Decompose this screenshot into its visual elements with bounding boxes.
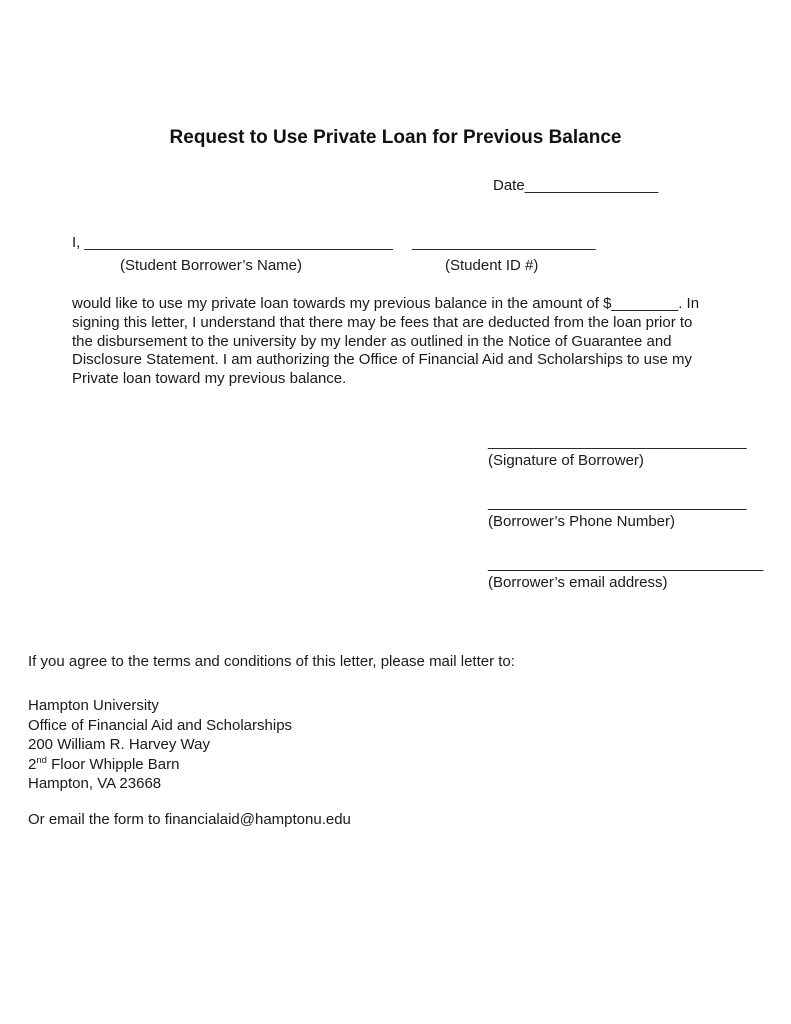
email-label: (Borrower’s email address) (488, 574, 668, 591)
address-floor-ordinal: nd (36, 754, 47, 766)
phone-blank: _______________________________ (488, 494, 747, 511)
salutation-line (72, 233, 596, 252)
body-line: Disclosure Statement. I am authorizing the Office of Financial Aid and Scholarships to use my (72, 351, 693, 369)
address-street: 200 William R. Harvey Way (28, 736, 210, 753)
mailing-address-block (28, 696, 292, 794)
signature-blank: _______________________________ (488, 433, 747, 450)
address-university: Hampton University (28, 697, 159, 714)
student-id-label: (Student ID #) (445, 257, 539, 274)
student-id-blank: ______________________ (412, 234, 596, 251)
body-line: would like to use my private loan towards my previous balance in the amount of $________. In (72, 295, 700, 312)
signature-group (488, 432, 763, 470)
date-line (493, 176, 658, 195)
email-blank: _________________________________ (488, 555, 764, 572)
address-floor (28, 755, 292, 775)
signature-label: (Signature of Borrower) (488, 452, 644, 469)
student-name-label: (Student Borrower’s Name) (120, 257, 303, 274)
signature-block (488, 432, 763, 615)
phone-label: (Borrower’s Phone Number) (488, 513, 676, 530)
date-label: Date (493, 177, 525, 194)
address-office: Office of Financial Aid and Scholarships (28, 716, 293, 734)
body-line: the disbursement to the university by my lender as outlined in the Notice of Guarantee and (72, 332, 672, 350)
blank-labels-row (0, 257, 791, 275)
signature-group (488, 554, 763, 592)
email-instruction: Or email the form to financialaid@hamptonu.edu (28, 811, 351, 828)
address-floor-rest: Floor Whipple Barn (46, 755, 180, 773)
address-floor-number: 2 (28, 755, 37, 773)
mail-instruction: If you agree to the terms and conditions of this letter, please mail letter to: (28, 653, 515, 670)
student-name-blank: _____________________________________ (84, 234, 394, 251)
salutation-prefix: I, (72, 234, 81, 251)
address-city-state-zip: Hampton, VA 23668 (28, 775, 162, 792)
body-line: signing this letter, I understand that there may be fees that are deducted from the loan prior to (72, 313, 693, 331)
body-line: Private loan toward my previous balance. (72, 370, 347, 388)
body-paragraph (72, 295, 699, 389)
document-title: Request to Use Private Loan for Previous Balance (169, 127, 622, 148)
signature-group (488, 493, 763, 531)
date-blank: ________________ (524, 177, 659, 194)
